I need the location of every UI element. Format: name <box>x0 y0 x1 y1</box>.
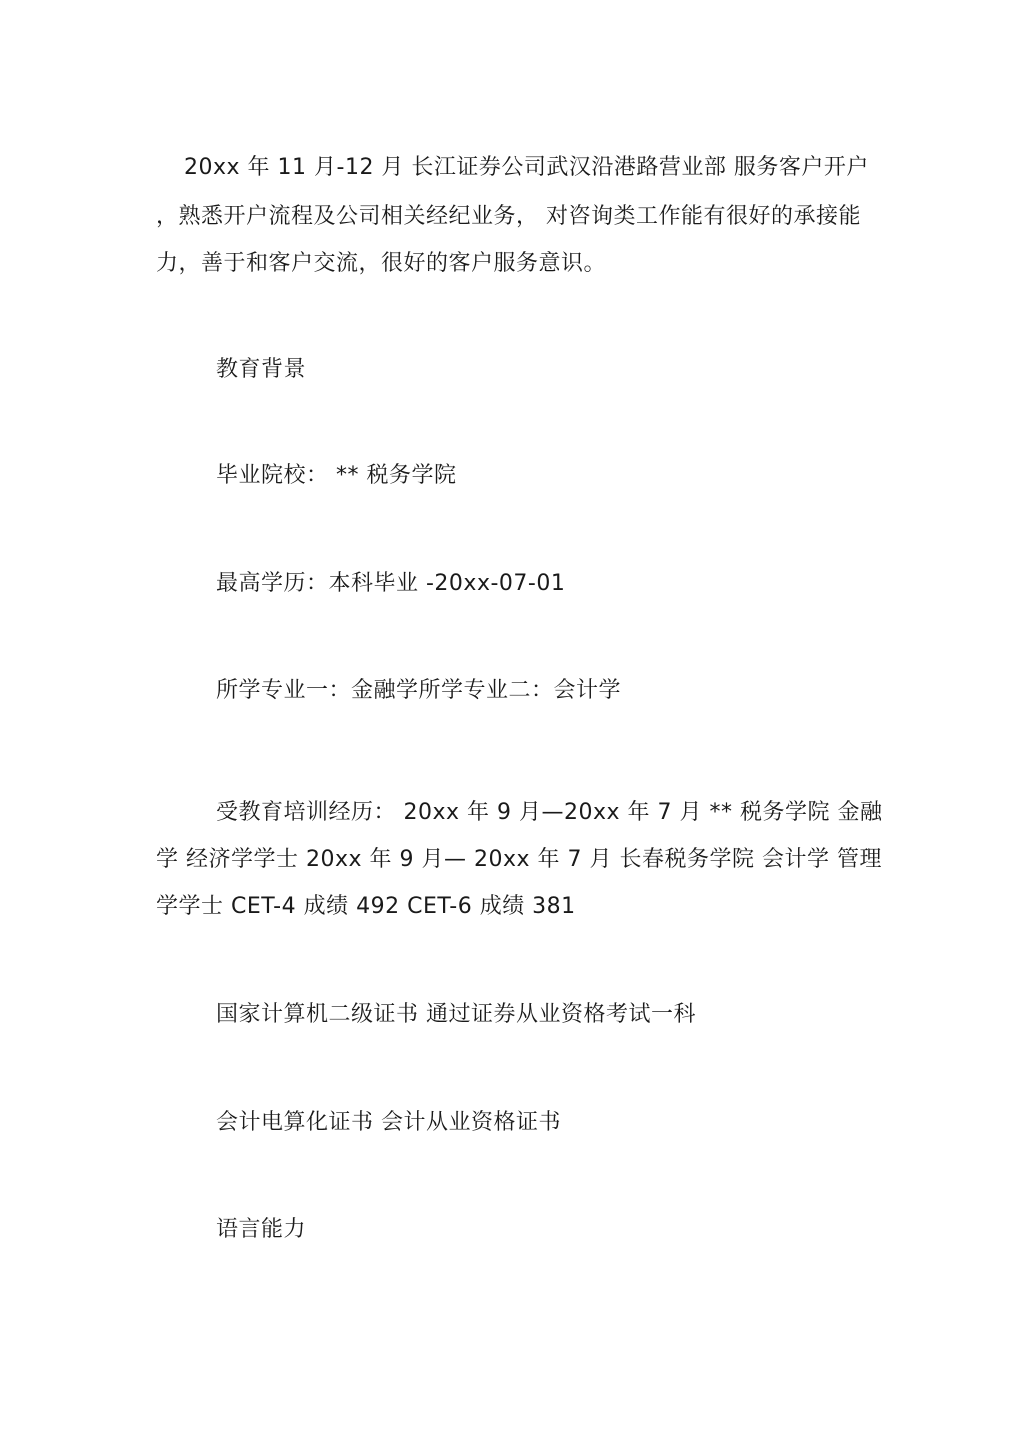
experience-line-3: 力，善于和客户交流，很好的客户服务意识。 <box>156 251 607 276</box>
training-line-2: 学 经济学学士 20xx 年 9 月— 20xx 年 7 月 长春税务学院 会计学 管理 <box>156 847 882 872</box>
experience-line-1: 20xx 年 11 月-12 月 长江证券公司武汉沿港路营业部 服务客户开户 <box>184 155 869 180</box>
language-heading: 语言能力 <box>216 1217 307 1242</box>
training-line-3: 学学士 CET-4 成绩 492 CET-6 成绩 381 <box>156 894 576 919</box>
education-heading: 教育背景 <box>216 357 307 382</box>
certificates-line-2: 会计电算化证书 会计从业资格证书 <box>216 1110 561 1135</box>
training-line-1: 受教育培训经历： 20xx 年 9 月—20xx 年 7 月 ** 税务学院 金融 <box>216 800 883 825</box>
majors: 所学专业一：金融学所学专业二：会计学 <box>216 678 622 703</box>
graduation-school: 毕业院校： ** 税务学院 <box>216 463 457 488</box>
highest-degree: 最高学历：本科毕业 -20xx-07-01 <box>216 571 566 596</box>
certificates-line-1: 国家计算机二级证书 通过证券从业资格考试一科 <box>216 1002 696 1027</box>
experience-line-2: ，熟悉开户流程及公司相关经纪业务， 对咨询类工作能有很好的承接能 <box>156 204 861 229</box>
